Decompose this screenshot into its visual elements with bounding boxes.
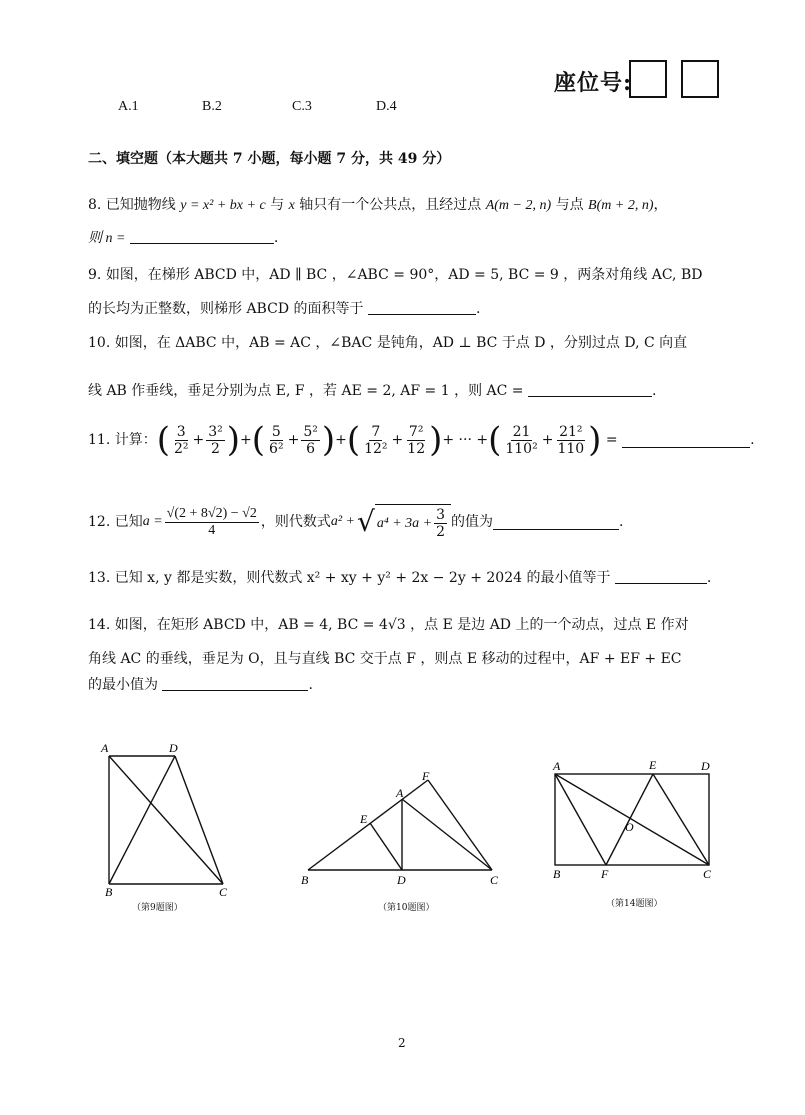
diagonal-ac	[109, 756, 223, 884]
left-paren: (	[346, 420, 361, 460]
label-a: A	[553, 759, 561, 773]
frac-numerator: 7	[371, 423, 381, 440]
question-number: 10.	[88, 335, 111, 351]
label-b: B	[553, 867, 561, 881]
q9-text-1: 如图，在梯形 ABCD 中，AD ∥ BC ，∠ABC = 90°，AD = 5, BC = 9 ，两条对角线 AC, BD	[105, 267, 703, 283]
segment-dc	[175, 756, 223, 884]
frac-numerator: 5²	[303, 423, 318, 440]
frac-denominator: 2	[211, 440, 220, 457]
question-8-line-1	[88, 196, 667, 215]
label-e: E	[360, 812, 368, 826]
q8-parabola-expr: y = x² + bx + c	[180, 198, 266, 213]
label-e: E	[649, 758, 657, 772]
figure-10-caption: （第10题图）	[378, 903, 435, 913]
frac-numerator: 3²	[208, 423, 223, 440]
seat-number-label: 座位号:	[554, 70, 633, 96]
label-c: C	[490, 873, 499, 887]
label-a: A	[101, 741, 109, 755]
q12-expr: a² +	[330, 514, 355, 529]
figure-14-caption: （第14题图）	[606, 899, 663, 909]
answer-blank-11[interactable]	[622, 433, 750, 448]
question-9-line-2	[88, 300, 480, 318]
q9-end: .	[475, 301, 481, 317]
left-paren: (	[251, 420, 266, 460]
figure-9-caption: （第9题图）	[132, 903, 183, 913]
question-14-line-3	[88, 676, 313, 694]
question-9-line-1	[88, 266, 702, 284]
label-a: A	[396, 786, 404, 800]
plus-sign: +	[287, 432, 300, 448]
plus-sign: +	[240, 432, 252, 448]
question-10-line-2	[88, 382, 656, 400]
option-d: D.4	[376, 99, 397, 114]
label-d: D	[701, 759, 710, 773]
q8-x: x	[288, 198, 295, 213]
plus-sign: +	[391, 432, 404, 448]
label-o: O	[625, 820, 634, 834]
q12-end: .	[619, 514, 624, 530]
sqrt-sign: √	[357, 505, 375, 538]
answer-blank-9[interactable]	[368, 300, 476, 315]
answer-blank-13[interactable]	[615, 569, 707, 584]
answer-blank-8[interactable]	[130, 229, 274, 244]
q12-radicand: a⁴ + 3a +	[376, 515, 433, 531]
question-number: 11.	[88, 432, 111, 448]
equals-sign: =	[605, 432, 618, 448]
q8-text-2: 与	[270, 197, 285, 213]
section-title: 二、填空题（本大题共 7 小题，每小题 7 分，共 49 分）	[88, 151, 451, 167]
q14-text-3: 的最小值为	[88, 677, 158, 693]
question-number: 12.	[88, 514, 111, 530]
question-14-line-1	[88, 616, 689, 634]
q9-text-2: 的长均为正整数，则梯形 ABCD 的面积等于	[88, 301, 364, 317]
question-10-line-1	[88, 334, 687, 352]
q13-text: 已知 x, y 都是实数，则代数式 x² + xy + y² + 2x − 2y + 2024 的最小值等于	[114, 570, 611, 586]
question-number: 8.	[88, 197, 102, 213]
question-14-line-2	[88, 650, 682, 668]
seat-number-box-1	[629, 60, 667, 98]
frac-denominator: 110²	[505, 440, 538, 457]
question-number: 13.	[88, 570, 111, 586]
right-paren: )	[588, 420, 602, 460]
frac-denominator: 2	[436, 524, 446, 540]
frac-numerator: 3	[176, 423, 186, 440]
segment-af	[555, 774, 606, 865]
q13-end: .	[706, 570, 712, 586]
q8-text-3: 轴只有一个公共点，且经过点	[299, 197, 482, 213]
plus-sign: +	[335, 432, 347, 448]
segment-de	[370, 823, 402, 870]
label-d: D	[169, 741, 178, 755]
q10-text-2: 线 AB 作垂线，垂足分别为点 E, F ，若 AE = 2, AF = 1 ，则 AC =	[88, 383, 524, 399]
option-b: B.2	[202, 99, 222, 114]
q14-end: .	[308, 677, 313, 693]
right-paren: )	[429, 420, 443, 460]
frac-numerator: 5	[271, 423, 281, 440]
q14-text-1: 如图，在矩形 ABCD 中，AB = 4, BC = 4√3 ，点 E 是边 AD 上的一个动点，过点 E 作对	[114, 617, 689, 633]
line-bf	[308, 780, 428, 870]
label-b: B	[301, 873, 309, 887]
q10-text-1: 如图，在 ΔABC 中，AB = AC ，∠BAC 是钝角，AD ⊥ BC 于点 D ，分别过点 D, C 向直	[114, 335, 688, 351]
left-paren: (	[488, 420, 502, 460]
left-paren: (	[156, 420, 170, 460]
q11-label: 计算：	[114, 432, 157, 448]
segment-ec	[653, 774, 709, 865]
frac-denominator: 12	[407, 440, 426, 457]
label-b: B	[105, 885, 113, 898]
label-d: D	[397, 873, 406, 887]
page-number: 2	[398, 1036, 406, 1050]
frac-denominator: 2²	[173, 440, 189, 457]
answer-blank-10[interactable]	[528, 382, 652, 397]
plus-sign: +	[192, 432, 205, 448]
question-number: 14.	[88, 617, 111, 633]
q8-text-1: 已知抛物线	[105, 197, 176, 213]
label-f: F	[601, 867, 609, 881]
segment-cf	[428, 780, 492, 870]
frac-numerator: 7²	[408, 423, 424, 440]
answer-blank-14[interactable]	[162, 676, 308, 691]
question-8-line-2	[88, 229, 278, 248]
right-paren: )	[226, 420, 241, 460]
q12-text-3: 的值为	[451, 514, 494, 530]
segment-ac	[402, 799, 492, 870]
option-a: A.1	[118, 99, 139, 114]
frac-denominator: 12²	[364, 440, 388, 457]
q14-text-2: 角线 AC 的垂线，垂足为 O，且与直线 BC 交于点 F ，则点 E 移动的过程中，AF + EF + EC	[88, 651, 682, 667]
q12-a-equals: a =	[142, 514, 163, 529]
q8-text-5: ，	[653, 197, 668, 213]
frac-numerator: 21²	[559, 423, 583, 440]
seat-number-box-2	[681, 60, 719, 98]
q10-end: .	[651, 383, 657, 399]
frac-numerator: 21	[512, 423, 531, 440]
question-11	[88, 418, 755, 462]
frac-numerator: 3	[436, 507, 446, 523]
q8-point-b: B(m + 2, n)	[588, 198, 654, 213]
figure-9-trapezoid	[95, 738, 245, 898]
option-c: C.3	[292, 99, 312, 114]
figure-10-triangle	[296, 766, 508, 896]
q8-point-a: A(m − 2, n)	[485, 198, 552, 213]
label-f: F	[422, 769, 430, 783]
question-13	[88, 569, 711, 587]
q12-text-1: 已知	[114, 514, 143, 530]
plus-sign: +	[541, 432, 554, 448]
answer-blank-12[interactable]	[493, 515, 619, 530]
q8-end: .	[273, 230, 279, 246]
question-number: 9.	[88, 267, 102, 283]
q8-text-4: 与点	[555, 197, 584, 213]
q8-answer-prefix: 则 n =	[88, 231, 126, 246]
question-12	[88, 500, 623, 544]
label-c: C	[219, 885, 228, 898]
q12-numerator: √(2 + 8√2) − √2	[166, 505, 257, 521]
right-paren: )	[321, 420, 336, 460]
label-c: C	[703, 867, 712, 881]
q11-end: .	[750, 432, 755, 448]
figure-14-rectangle	[545, 756, 725, 886]
frac-denominator: 6	[306, 440, 316, 457]
frac-denominator: 110	[557, 440, 585, 457]
q12-text-2: ，则代数式	[260, 514, 331, 530]
frac-denominator: 6²	[269, 440, 284, 457]
ellipsis: + ··· +	[442, 432, 489, 448]
q12-denominator: 4	[208, 522, 216, 538]
sqrt-radicand	[375, 504, 451, 540]
